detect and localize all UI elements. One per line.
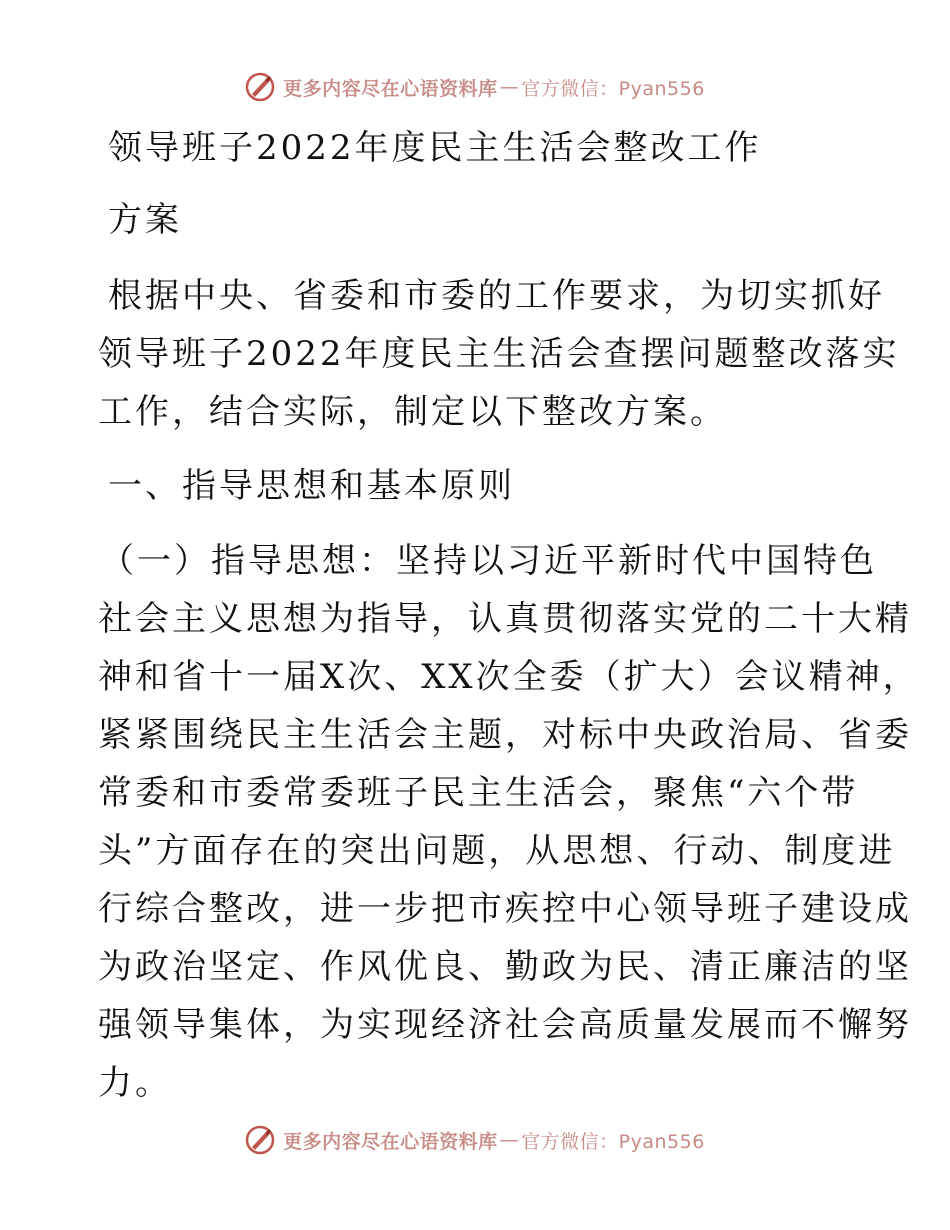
section-heading-1: 一、指导思想和基本原则: [108, 466, 515, 506]
subsection-line-4: 紧紧围绕民主生活会主题，对标中央政治局、省委: [98, 715, 912, 755]
subsection-line-7: 行综合整改，进一步把市疾控中心领导班子建设成: [98, 889, 912, 929]
watermark-contact: 官方微信：Pyan556: [521, 1130, 705, 1153]
intro-line-2: 领导班子2022年度民主生活会查摆问题整改落实: [98, 334, 900, 374]
intro-line-1: 根据中央、省委和市委的工作要求，为切实抓好: [108, 276, 885, 316]
subsection-line-2: 社会主义思想为指导，认真贯彻落实党的二十大精: [98, 599, 912, 639]
watermark-separator: —: [499, 76, 520, 98]
logo-icon: [245, 1125, 275, 1155]
subsection-line-10: 力。: [98, 1063, 172, 1103]
subsection-line-9: 强领导集体，为实现经济社会高质量发展而不懈努: [98, 1005, 912, 1045]
subsection-line-8: 为政治坚定、作风优良、勤政为民、清正廉洁的坚: [98, 947, 912, 987]
watermark-text: 更多内容尽在心语资料库: [283, 77, 498, 100]
document-title-line-1: 领导班子2022年度民主生活会整改工作: [108, 128, 762, 168]
subsection-line-1: （一）指导思想：坚持以习近平新时代中国特色: [100, 541, 877, 581]
footer-watermark: [0, 1125, 950, 1155]
watermark-contact: 官方微信：Pyan556: [521, 77, 705, 100]
subsection-line-6: 头”方面存在的突出问题，从思想、行动、制度进: [98, 831, 896, 871]
watermark-separator: —: [499, 1129, 520, 1151]
logo-icon: [245, 72, 275, 102]
document-title-line-2: 方案: [108, 200, 182, 240]
intro-line-3: 工作，结合实际，制定以下整改方案。: [98, 392, 727, 432]
subsection-line-3: 神和省十一届X次、XX次全委（扩大）会议精神，: [98, 657, 920, 697]
header-watermark: [0, 72, 950, 102]
subsection-line-5: 常委和市委常委班子民主生活会，聚焦“六个带: [98, 773, 859, 813]
watermark-text: 更多内容尽在心语资料库: [283, 1130, 498, 1153]
